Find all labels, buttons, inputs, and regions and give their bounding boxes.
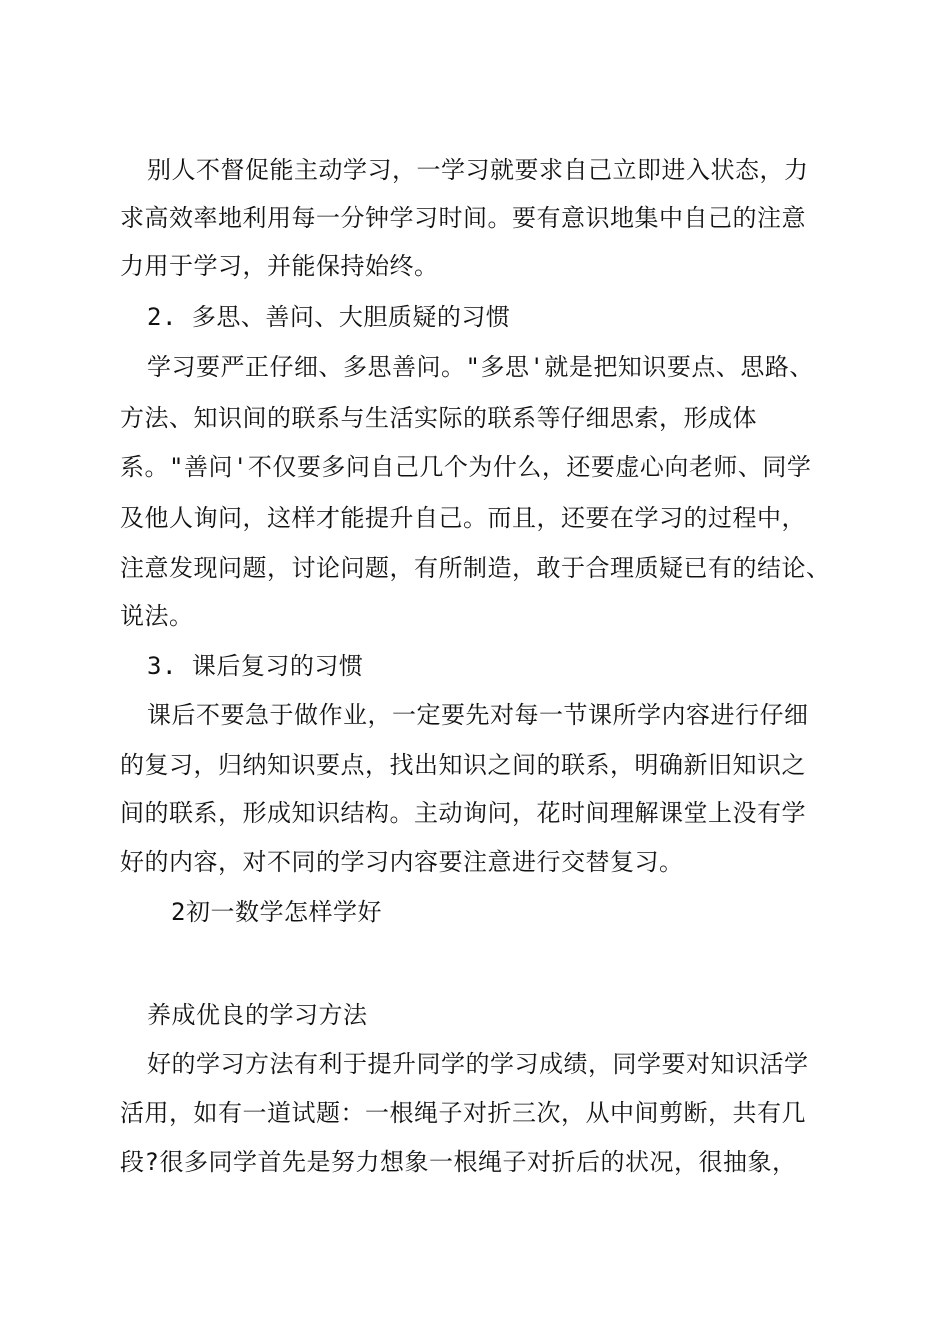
paragraph-2-line-5: 注意发现问题，讨论问题，有所制造，敢于合理质疑已有的结论、	[120, 554, 831, 582]
section-heading-2: 2. 多思、善问、大胆质疑的习惯	[147, 303, 511, 331]
paragraph-2-line-6: 说法。	[120, 602, 194, 630]
paragraph-4-line-2: 的复习，归纳知识要点，找出知识之间的联系，明确新旧知识之	[120, 751, 806, 779]
paragraph-7-line-3: 段?很多同学首先是努力想象一根绳子对折后的状况，很抽象，	[120, 1148, 797, 1176]
paragraph-4-line-1: 课后不要急于做作业，一定要先对每一节课所学内容进行仔细	[147, 701, 809, 729]
paragraph-2-line-4: 及他人询问，这样才能提升自己。而且，还要在学习的过程中，	[120, 504, 806, 532]
paragraph-7-line-1: 好的学习方法有利于提升同学的学习成绩，同学要对知识活学	[147, 1050, 809, 1078]
paragraph-2-line-2: 方法、知识间的联系与生活实际的联系等仔细思索，形成体	[120, 404, 757, 432]
paragraph-1-line-2: 求高效率地利用每一分钟学习时间。要有意识地集中自己的注意	[120, 204, 806, 232]
subheading-study-method: 养成优良的学习方法	[147, 1001, 368, 1029]
paragraph-2-line-1: 学习要严正仔细、多思善问。"多思'就是把知识要点、思路、	[147, 353, 814, 381]
paragraph-1-line-1: 别人不督促能主动学习，一学习就要求自己立即进入状态，力	[147, 156, 809, 184]
paragraph-4-line-3: 间的联系，形成知识结构。主动询问，花时间理解课堂上没有学	[120, 799, 806, 827]
paragraph-2-line-3: 系。"善问'不仅要多问自己几个为什么，还要虚心向老师、同学	[120, 453, 812, 481]
paragraph-4-line-4: 好的内容，对不同的学习内容要注意进行交替复习。	[120, 848, 684, 876]
section-heading-3: 3. 课后复习的习惯	[147, 652, 364, 680]
paragraph-1-line-3: 力用于学习，并能保持始终。	[120, 252, 439, 280]
paragraph-7-line-2: 活用，如有一道试题：一根绳子对折三次，从中间剪断，共有几	[120, 1099, 806, 1127]
section-title: 2初一数学怎样学好	[171, 898, 382, 926]
